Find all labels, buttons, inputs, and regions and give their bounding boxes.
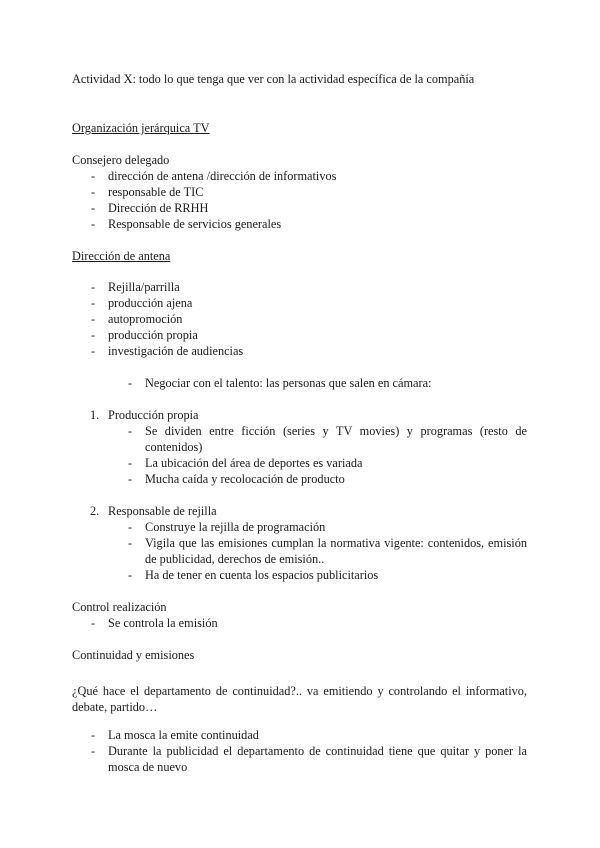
dash-bullet: -: [91, 344, 96, 358]
dash-bullet: -: [91, 312, 96, 326]
continuidad-question: ¿Qué hace el departamento de continuidad?.. va emitiendo y controlando el informativo, debate, partido…: [72, 684, 527, 714]
numbered-item: Ha de tener en cuenta los espacios publicitarios: [145, 568, 379, 582]
dash-bullet: -: [128, 424, 133, 438]
dash-bullet: -: [91, 169, 96, 183]
org-item: dirección de antena /dirección de informativos: [108, 169, 337, 183]
dash-bullet: -: [128, 376, 133, 390]
antena-item: autopromoción: [108, 312, 183, 326]
org-item: responsable de TIC: [108, 185, 204, 199]
numbered-item: Vigila que las emisiones cumplan la normativa vigente: contenidos, emisión de publicidad, derechos de emisión..: [145, 536, 527, 566]
org-heading: Organización jerárquica TV: [72, 121, 210, 135]
antena-heading: Dirección de antena: [72, 249, 171, 263]
continuidad-heading: Continuidad y emisiones: [72, 648, 195, 662]
dash-bullet: -: [91, 744, 96, 758]
dash-bullet: -: [91, 296, 96, 310]
dash-bullet: -: [128, 456, 133, 470]
numbered-title: Producción propia: [108, 408, 199, 422]
dash-bullet: -: [91, 616, 96, 630]
antena-item: Rejilla/parrilla: [108, 280, 180, 294]
dash-bullet: -: [128, 568, 133, 582]
list-number: 1.: [90, 408, 100, 422]
consejero-label: Consejero delegado: [72, 153, 170, 167]
dash-bullet: -: [91, 185, 96, 199]
dash-bullet: -: [91, 280, 96, 294]
numbered-item: La ubicación del área de deportes es variada: [145, 456, 363, 470]
header-line: Actividad X: todo lo que tenga que ver con la actividad específica de la compañía: [72, 72, 475, 86]
numbered-item: Se dividen entre ficción (series y TV movies) y programas (resto de contenidos): [145, 424, 527, 454]
antena-sub-item: Negociar con el talento: las personas que salen en cámara:: [145, 376, 432, 390]
dash-bullet: -: [128, 472, 133, 486]
org-item: Dirección de RRHH: [108, 201, 209, 215]
dash-bullet: -: [91, 328, 96, 342]
dash-bullet: -: [128, 520, 133, 534]
dash-bullet: -: [91, 217, 96, 231]
org-item: Responsable de servicios generales: [108, 217, 282, 231]
dash-bullet: -: [128, 536, 133, 550]
antena-item: investigación de audiencias: [108, 344, 244, 358]
antena-item: producción propia: [108, 328, 198, 342]
list-number: 2.: [90, 504, 100, 518]
control-heading: Control realización: [72, 600, 167, 614]
numbered-title: Responsable de rejilla: [108, 504, 217, 518]
numbered-item: Mucha caída y recolocación de producto: [145, 472, 345, 486]
numbered-item: Construye la rejilla de programación: [145, 520, 326, 534]
dash-bullet: -: [91, 728, 96, 742]
continuidad-item: La mosca la emite continuidad: [108, 728, 259, 742]
control-item: Se controla la emisión: [108, 616, 218, 630]
continuidad-item: Durante la publicidad el departamento de continuidad tiene que quitar y poner la mosca de nuevo: [108, 744, 527, 774]
antena-item: producción ajena: [108, 296, 193, 310]
dash-bullet: -: [91, 201, 96, 215]
